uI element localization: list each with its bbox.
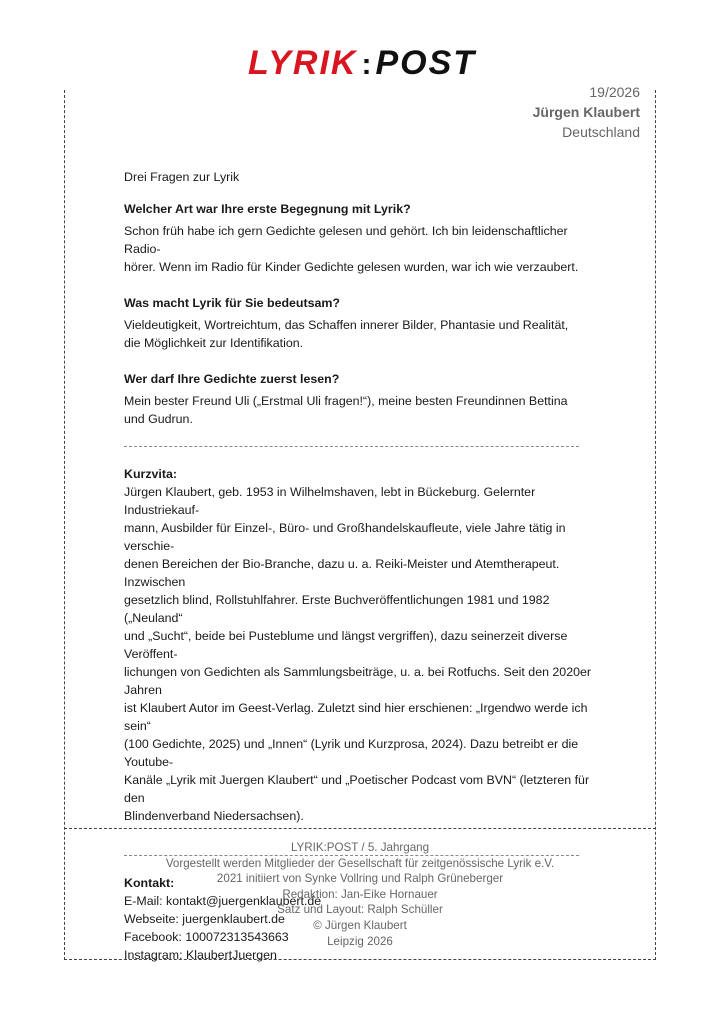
- question: Wer darf Ihre Gedichte zuerst lesen?: [124, 372, 340, 386]
- answer-line: Vieldeutigkeit, Wortreichtum, das Schaffen innerer Bilder, Phantasie und Realität,: [124, 318, 569, 332]
- header-info: [533, 82, 640, 142]
- answer-line: Schon früh habe ich gern Gedichte gelesen und gehört. Ich bin leidenschaftlicher Radio-: [124, 224, 568, 256]
- kurzvita-line: denen Bereichen der Bio-Branche, dazu u. a. Reiki-Meister und Atemtherapeut. Inzwischen: [124, 557, 560, 589]
- answer-line: Mein bester Freund Uli („Erstmal Uli fragen!“), meine besten Freundinnen Bettina: [124, 394, 568, 408]
- footer-line: Vorgestellt werden Mitglieder der Gesellschaft für zeitgenössische Lyrik e.V.: [165, 856, 555, 870]
- answer-line: hörer. Wenn im Radio für Kinder Gedichte gelesen wurden, war ich wie verzaubert.: [124, 260, 579, 274]
- kurzvita-line: mann, Ausbilder für Einzel-, Büro- und Großhandelskaufleute, viele Jahre tätig in verschie-: [124, 521, 566, 553]
- question: Welcher Art war Ihre erste Begegnung mit Lyrik?: [124, 202, 411, 216]
- author-name: Jürgen Klaubert: [532, 104, 640, 120]
- qa-block: [124, 294, 594, 352]
- intro-heading: Drei Fragen zur Lyrik: [124, 170, 240, 184]
- logo-colon: :: [361, 48, 372, 81]
- author-country: Deutschland: [562, 124, 640, 140]
- kurzvita-line: Jürgen Klaubert, geb. 1953 in Wilhelmshaven, lebt in Bückeburg. Gelernter Industriekauf-: [124, 485, 536, 517]
- answer-line: die Möglichkeit zur Identifikation.: [124, 336, 304, 350]
- kurzvita-line: (100 Gedichte, 2025) und „Innen“ (Lyrik und Kurzprosa, 2024). Dazu betreibt er die Youtube-: [124, 737, 579, 769]
- footer-line: Leipzig 2026: [327, 934, 393, 948]
- footer: [64, 840, 656, 949]
- question: Was macht Lyrik für Sie bedeutsam?: [124, 296, 340, 310]
- kurzvita-line: lichungen von Gedichten als Sammlungsbeiträge, u. a. bei Rotfuchs. Seit den 2020er Jahren: [124, 665, 592, 697]
- issue-number: 19/2026: [589, 84, 640, 100]
- logo-post: POST: [375, 44, 477, 82]
- kontakt-instagram: Instagram: KlaubertJuergen: [124, 948, 277, 962]
- kurzvita-line: Kanäle „Lyrik mit Juergen Klaubert“ und „Poetischer Podcast vom BVN“ (letzteren für den: [124, 773, 590, 805]
- answer-line: und Gudrun.: [124, 412, 193, 426]
- kurzvita-line: gesetzlich blind, Rollstuhlfahrer. Erste Buchveröffentlichungen 1981 und 1982 („Neuland“: [124, 593, 550, 625]
- kontakt-facebook: Facebook: 100072313543663: [124, 930, 289, 944]
- kurzvita-section: [124, 465, 594, 825]
- qa-block: [124, 200, 594, 276]
- section-separator: [124, 446, 579, 447]
- kurzvita-title: Kurzvita:: [124, 467, 178, 481]
- kurzvita-line: Blindenverband Niedersachsen).: [124, 809, 304, 823]
- kontakt-email[interactable]: E-Mail: kontakt@juergenklaubert.de: [124, 894, 322, 908]
- logo-lyrik: LYRIK: [247, 44, 358, 82]
- kurzvita-line: und „Sucht“, beide bei Pusteblume und längst vergriffen), dazu seinerzeit diverse Veröffent-: [124, 629, 568, 661]
- kurzvita-line: ist Klaubert Autor im Geest-Verlag. Zuletzt sind hier erschienen: „Irgendwo werde ich sein“: [124, 701, 588, 733]
- footer-line: Satz und Layout: Ralph Schüller: [277, 903, 443, 917]
- qa-block: [124, 370, 594, 428]
- footer-line: LYRIK:POST / 5. Jahrgang: [290, 841, 430, 854]
- footer-line: © Jürgen Klaubert: [313, 918, 407, 932]
- kontakt-website[interactable]: Webseite: juergenklaubert.de: [124, 912, 285, 926]
- kontakt-title: Kontakt:: [124, 876, 175, 890]
- footer-line: Redaktion: Jan-Eike Hornauer: [282, 887, 438, 901]
- footer-line: 2021 initiiert von Synke Vollring und Ralph Grüneberger: [216, 872, 504, 886]
